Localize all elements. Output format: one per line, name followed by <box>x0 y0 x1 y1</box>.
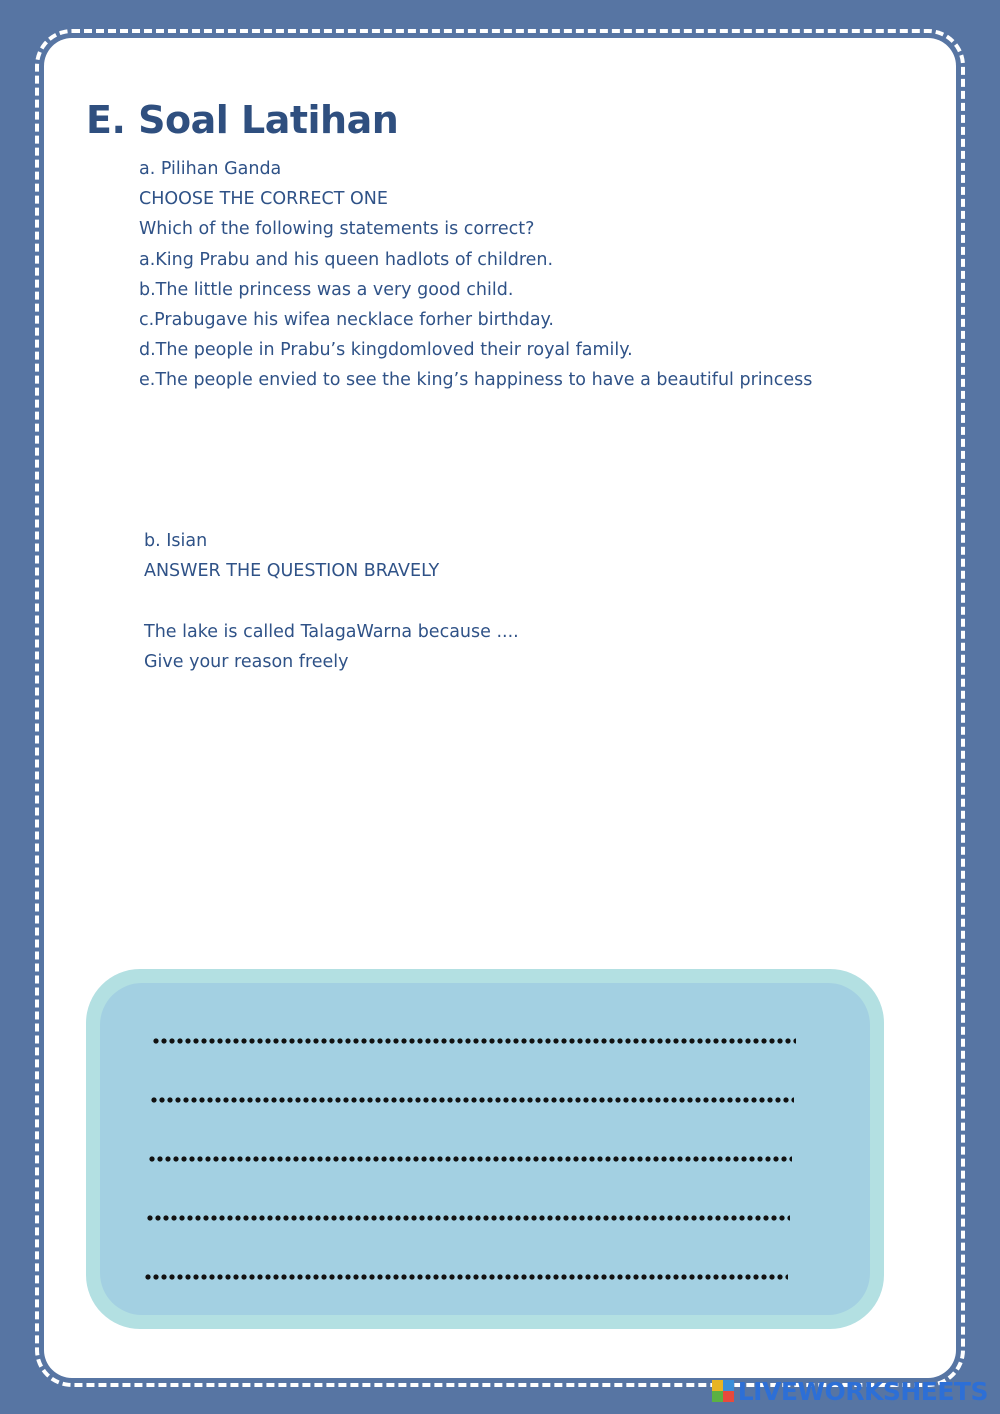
liveworksheets-logo <box>712 1376 988 1406</box>
brand-text: LIVEWORKSHEETS <box>737 1376 988 1406</box>
section-label-multiple-choice: a. Pilihan Ganda <box>139 159 282 179</box>
liveworksheets-icon <box>712 1380 734 1402</box>
answer-box <box>86 969 884 1329</box>
answer-line-5[interactable] <box>144 1274 788 1280</box>
option-d[interactable]: d.The people in Prabu’s kingdomloved their royal family. <box>139 340 633 361</box>
question-multiple-choice: Which of the following statements is correct? <box>139 219 535 240</box>
note-fill-in: Give your reason freely <box>144 651 349 672</box>
answer-line-4[interactable] <box>146 1215 790 1221</box>
option-c[interactable]: c.Prabugave his wifea necklace forher birthday. <box>139 310 554 331</box>
spacer <box>144 586 844 616</box>
logo-tile <box>712 1380 723 1391</box>
section-label-fill-in: b. Isian <box>144 531 208 551</box>
answer-line-1[interactable] <box>152 1038 796 1044</box>
option-b[interactable]: b.The little princess was a very good child. <box>139 279 514 300</box>
page-title: E. Soal Latihan <box>86 98 399 142</box>
multiple-choice-section <box>139 154 870 396</box>
option-e[interactable]: e.The people envied to see the king’s happiness to have a beautiful princess <box>139 370 813 391</box>
instruction-fill-in: ANSWER THE QUESTION BRAVELY <box>144 561 440 582</box>
fill-in-section <box>144 526 844 677</box>
answer-line-2[interactable] <box>150 1097 794 1103</box>
instruction-multiple-choice: CHOOSE THE CORRECT ONE <box>139 189 388 210</box>
logo-tile <box>723 1391 734 1402</box>
answer-area[interactable] <box>100 983 870 1315</box>
option-a[interactable]: a.King Prabu and his queen hadlots of children. <box>139 249 554 270</box>
logo-tile <box>723 1380 734 1391</box>
question-fill-in: The lake is called TalagaWarna because .... <box>144 621 519 642</box>
logo-tile <box>712 1391 723 1402</box>
answer-line-3[interactable] <box>148 1156 792 1162</box>
